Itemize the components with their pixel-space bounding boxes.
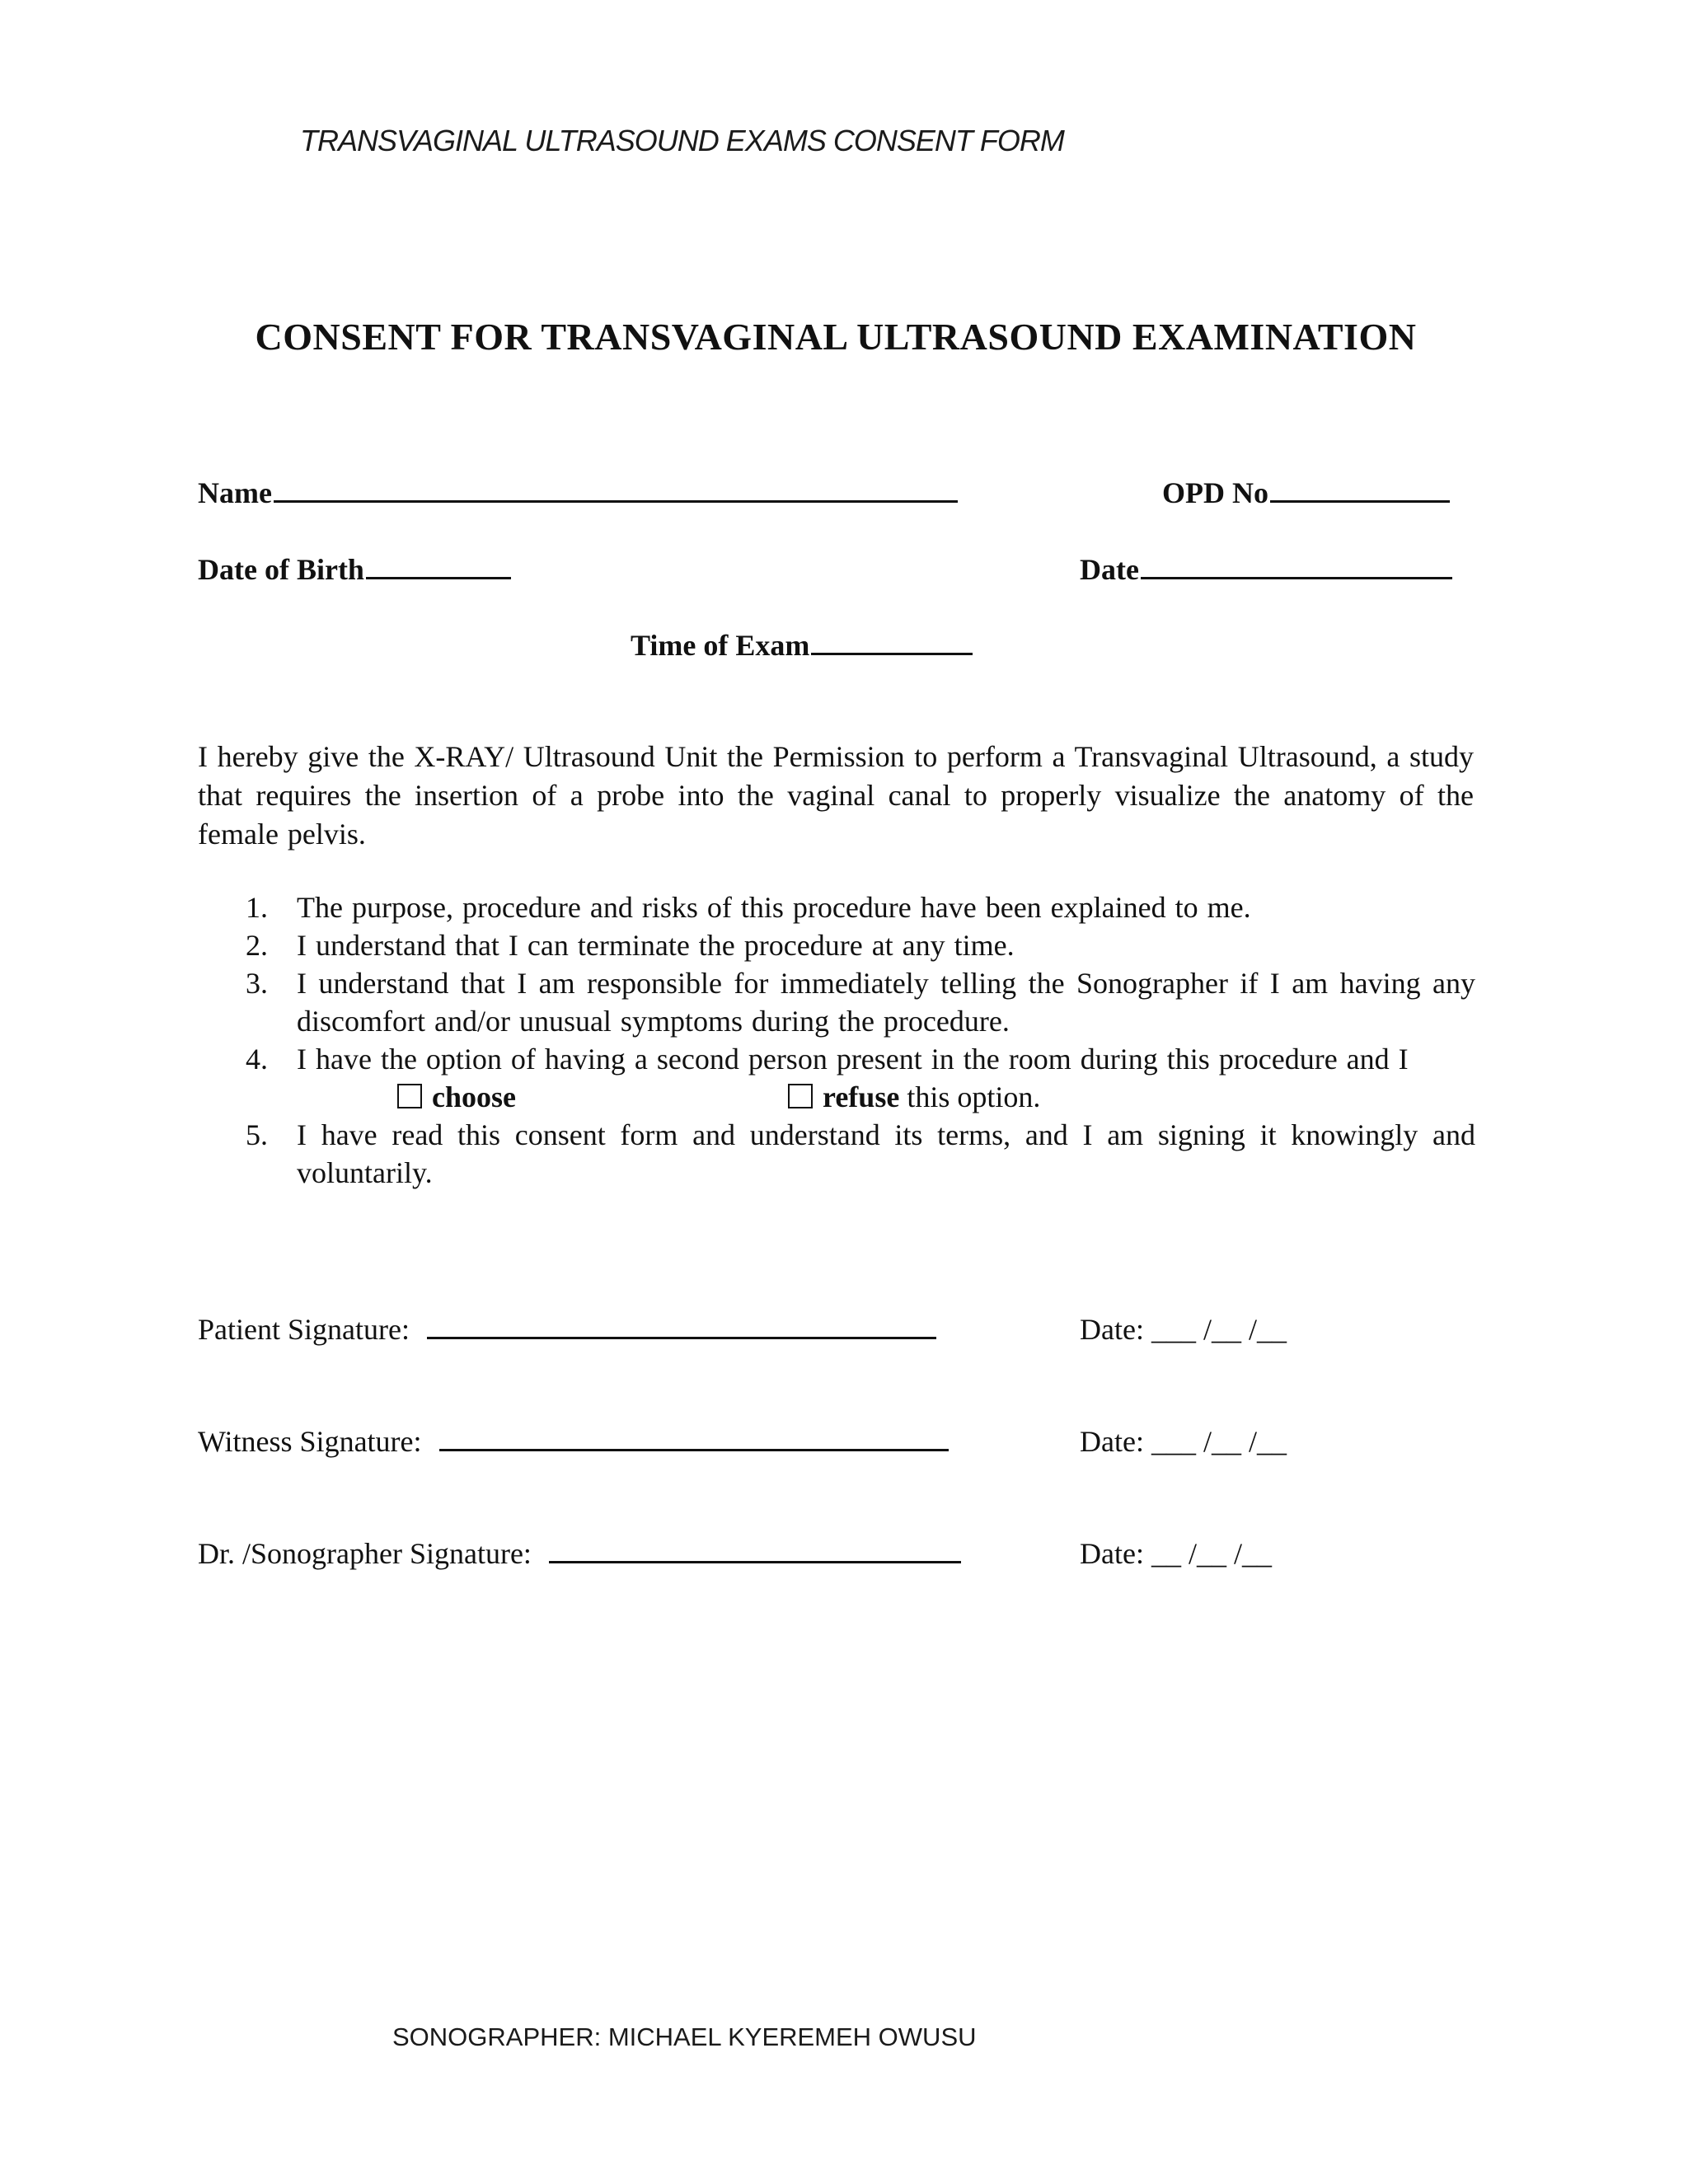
patient-signature-line[interactable] [427,1312,936,1339]
list-item [198,888,1475,926]
choose-option[interactable] [397,1078,516,1116]
opd-label: OPD No [1162,476,1268,509]
doctor-signature-line[interactable] [549,1536,961,1563]
list-item-number: 5. [246,1118,268,1151]
refuse-label: refuse [823,1080,900,1113]
refuse-option[interactable] [788,1078,1040,1116]
footer-sonographer: SONOGRAPHER: MICHAEL KYEREMEH OWUSU [392,2022,977,2051]
form-title: CONSENT FOR TRANSVAGINAL ULTRASOUND EXAMINATION [255,316,1417,358]
list-item-number: 4. [246,1043,268,1076]
name-label: Name [198,476,272,509]
list-item-text: I understand that I can terminate the procedure at any time. [297,929,1015,962]
dob-input-line[interactable] [366,551,511,579]
date-input-line[interactable] [1141,551,1452,579]
choose-checkbox[interactable] [397,1084,422,1108]
list-item-number: 1. [246,891,268,924]
list-item-text: The purpose, procedure and risks of this procedure have been explained to me. [297,891,1251,924]
list-item-text: I have the option of having a second person present in the room during this procedure and I [297,1043,1409,1076]
list-item [198,1040,1475,1078]
choose-label: choose [432,1080,516,1113]
list-item-text: I have read this consent form and understand its terms, and I am signing it knowingly and voluntarily. [297,1118,1475,1189]
dob-label: Date of Birth [198,553,364,586]
companion-option-row [198,1078,1475,1116]
list-item [198,964,1475,1040]
patient-signature-row [198,1312,936,1347]
name-input-line[interactable] [274,474,958,503]
patient-signature-label: Patient Signature: [198,1313,410,1346]
name-field-row [198,474,958,510]
list-item-number: 2. [246,929,268,962]
opd-field-row [1162,474,1450,510]
time-label: Time of Exam [631,629,810,662]
witness-signature-label: Witness Signature: [198,1425,422,1458]
doctor-signature-label: Dr. /Sonographer Signature: [198,1537,532,1570]
date-label: Date [1080,553,1139,586]
consent-statements-list [198,888,1475,1192]
list-item [198,926,1475,964]
list-item [198,1116,1475,1192]
time-input-line[interactable] [811,626,973,655]
witness-signature-line[interactable] [439,1424,949,1451]
patient-date[interactable]: Date: ___ /__ /__ [1080,1313,1287,1346]
refuse-suffix: this option. [907,1080,1041,1113]
time-field-row [631,626,973,663]
doctor-date[interactable]: Date: __ /__ /__ [1080,1537,1272,1570]
dob-field-row [198,551,511,587]
witness-date[interactable]: Date: ___ /__ /__ [1080,1425,1287,1458]
doctor-signature-row [198,1536,961,1571]
opd-input-line[interactable] [1270,474,1450,503]
refuse-checkbox[interactable] [788,1084,813,1108]
date-field-row [1080,551,1452,587]
list-item-number: 3. [246,967,268,1000]
consent-intro-paragraph: I hereby give the X-RAY/ Ultrasound Unit the Permission to perform a Transvaginal Ultrasound, a study that requires the insertion of a probe into the vaginal canal to properly visualize the anatomy of the female pelvis. [198,740,1474,851]
witness-signature-row [198,1424,949,1459]
list-item-text: I understand that I am responsible for immediately telling the Sonographer if I am having any discomfort and/or unusual symptoms during the procedure. [297,967,1475,1038]
running-header: TRANSVAGINAL ULTRASOUND EXAMS CONSENT FORM [300,124,1064,157]
